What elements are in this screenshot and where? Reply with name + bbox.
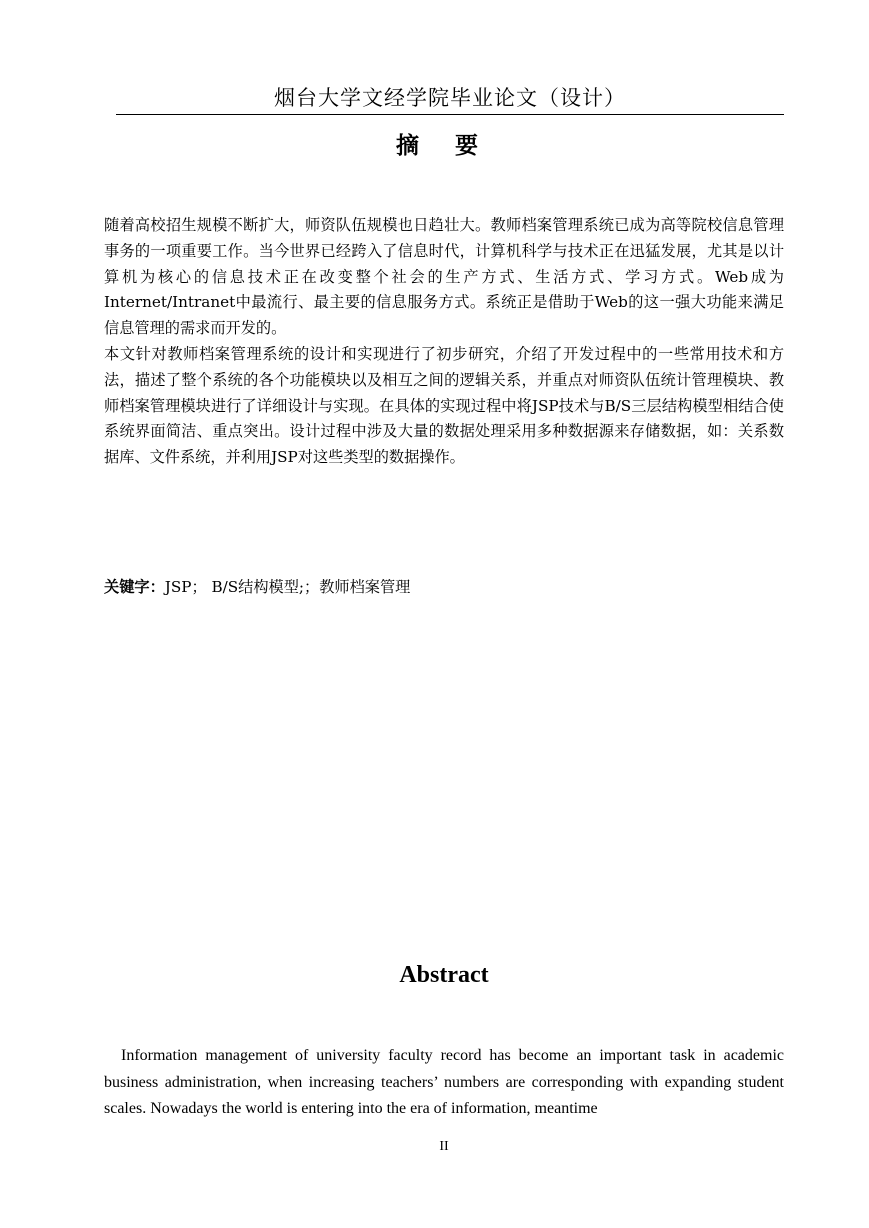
english-abstract-paragraph: Information management of university faculty record has become an important task in academic business administration, when increasing teachers’ numbers are corresponding with expanding student scales. Nowadays the world is entering into the era of information, meantime (104, 1047, 784, 1117)
keywords-line (104, 574, 784, 600)
keywords-label: 关键字： (104, 578, 165, 596)
header-divider (116, 114, 784, 115)
keywords-value: JSP； B/S结构模型;；教师档案管理 (164, 578, 411, 596)
chinese-abstract-paragraph-1: 随着高校招生规模不断扩大，师资队伍规模也日趋壮大。教师档案管理系统已成为高等院校信息管理事务的一项重要工作。当今世界已经跨入了信息时代，计算机科学与技术正在迅猛发展，尤其是以计算机为核心的信息技术正在改变整个社会的生产方式、生活方式、学习方式。Web成为Internet/Intranet中最流行、最主要的信息服务方式。系统正是借助于Web的这一强大功能来满足信息管理的需求而开发的。 (104, 216, 784, 338)
chinese-abstract-title: 摘 要 (395, 133, 492, 159)
running-header-title: 烟台大学文经学院毕业论文（设计） (274, 86, 626, 110)
chinese-abstract-body (104, 213, 784, 471)
chinese-abstract-paragraph-2: 本文针对教师档案管理系统的设计和实现进行了初步研究，介绍了开发过程中的一些常用技术和方法，描述了整个系统的各个功能模块以及相互之间的逻辑关系，并重点对师资队伍统计管理模块、教师档案管理模块进行了详细设计与实现。在具体的实现过程中将JSP技术与B/S三层结构模型相结合使系统界面简洁、重点突出。设计过程中涉及大量的数据处理采用多种数据源来存储数据，如：关系数据库、文件系统，并利用JSP对这些类型的数据操作。 (104, 344, 784, 467)
english-abstract-title: Abstract (399, 962, 489, 988)
page-number: II (439, 1139, 449, 1154)
